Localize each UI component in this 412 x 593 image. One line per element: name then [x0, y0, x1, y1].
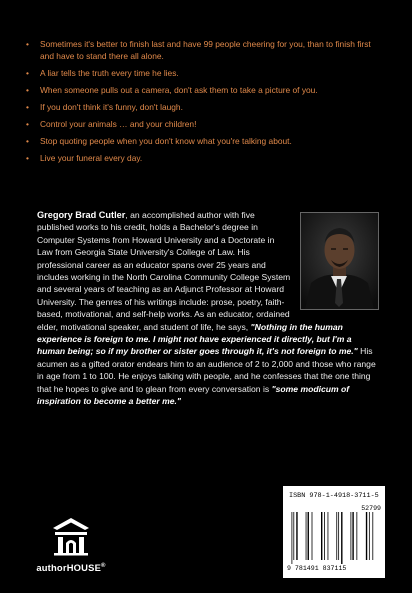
- author-photo: [300, 212, 379, 310]
- quote-item: • When someone pulls out a camera, don't ask them to take a picture of you.: [26, 84, 386, 96]
- author-bio: [37, 209, 379, 408]
- quote-item: • A liar tells the truth every time he lies.: [26, 67, 386, 79]
- quote-item: • Control your animals … and your children!: [26, 118, 386, 130]
- quote-list: [26, 38, 386, 169]
- bio-text: His acumen as a gifted orator endears him to an audience of 2 to 2,000 and those who range in age from 1 to 100. He enjoys talking with people, and he confesses that the one thing that he hopes to give and to glean from every conversation is: [37, 346, 376, 394]
- author-name: Gregory Brad Cutler: [37, 210, 126, 220]
- bio-quote: "Nothing in the human experience is foreign to me. I might not have experienced it directly, but I'm a human being; so if my brother or sister goes through it, it's not foreign to me.": [37, 321, 358, 357]
- ean-number: 9 781491 837115: [287, 565, 347, 572]
- quote-item: • If you don't think it's funny, don't laugh.: [26, 101, 386, 113]
- quote-item: • Stop quoting people when you don't know what you're talking about.: [26, 135, 386, 147]
- barcode-bars: [289, 512, 379, 564]
- house-icon: [51, 516, 91, 556]
- publisher-name: authorHOUSE®: [36, 562, 106, 573]
- bio-quote: "some modicum of inspiration to become a better me.": [37, 383, 350, 407]
- isbn-barcode: [283, 486, 385, 578]
- bio-text: , an accomplished author with five published works to his credit, holds a Bachelor's degree in Computer Systems from Howard University and a Doctorate in Law from Georgia State University's College of Law. His professional career as an educator spans over 25 years and includes working in the North Carolina Community College System and several years of teaching as an Adjunct Professor at Howard University. The genres of his writings include: prose, poetry, faith-based, motivational, and self-help works. As an educator, ordained elder, motivational speaker, and student of life, he says,: [37, 210, 291, 332]
- publisher-logo: [35, 516, 107, 573]
- price-code: 52799: [361, 505, 381, 512]
- quote-item: • Sometimes it's better to finish last and have 99 people cheering for you, than to finish first and have to stand there all alone.: [26, 38, 386, 62]
- quote-item: • Live your funeral every day.: [26, 152, 386, 164]
- isbn-number: ISBN 978-1-4918-3711-5: [289, 492, 379, 500]
